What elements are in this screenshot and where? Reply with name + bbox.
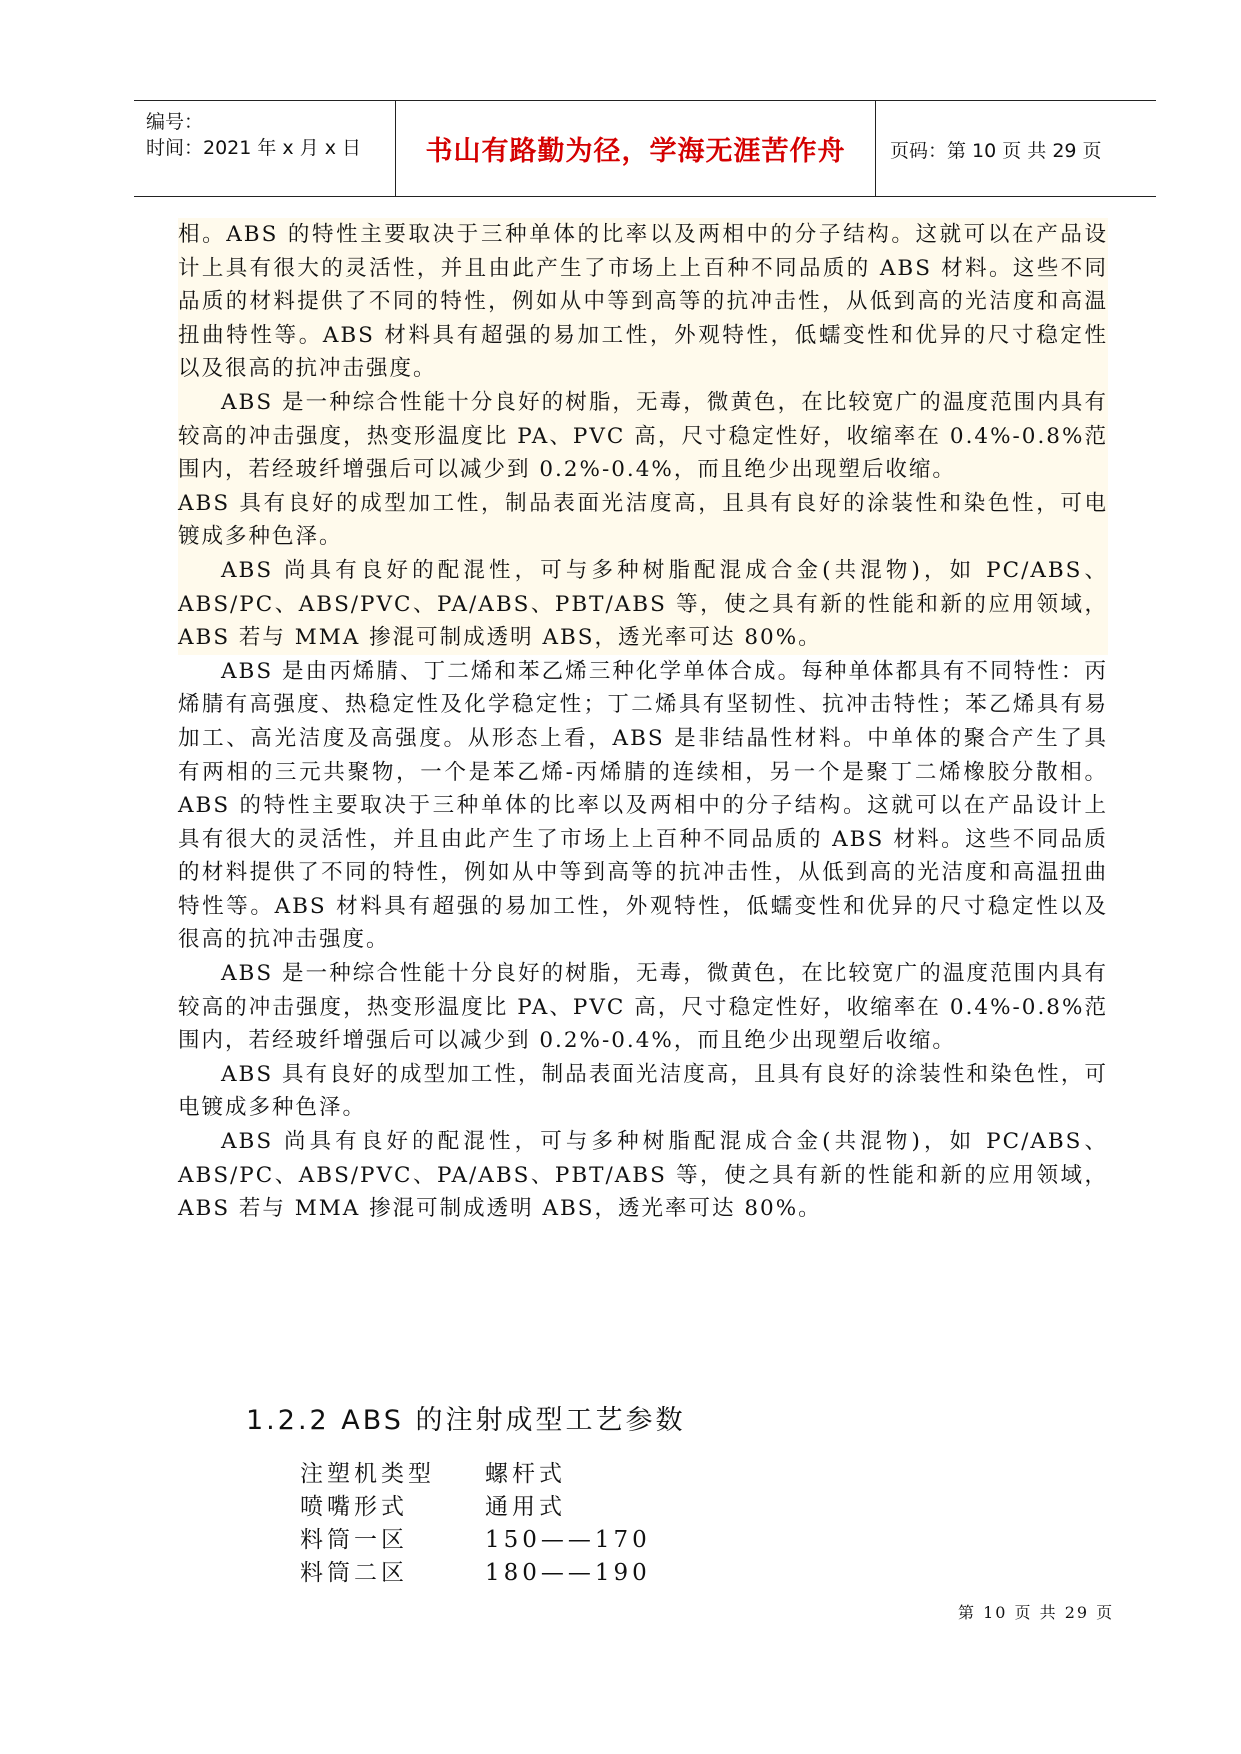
- doc-number-label: 编号：: [146, 111, 204, 133]
- page-info: 页码：第 10 页 共 29 页: [890, 140, 1102, 162]
- paragraph: ABS 具有良好的成型加工性，制品表面光洁度高，且具有良好的涂装性和染色性，可电镀成多种色泽。: [178, 487, 1108, 554]
- param-value: 180——190: [485, 1560, 651, 1586]
- paragraph: ABS 是一种综合性能十分良好的树脂，无毒，微黄色，在比较宽广的温度范围内具有较高的冲击强度，热变形温度比 PA、PVC 高，尺寸稳定性好，收缩率在 0.4%-0.8%范围内，若经玻纤增强后可以减少到 0.2%-0.4%，而且绝少出现塑后收缩。: [178, 961, 1108, 1054]
- param-name: 喷嘴形式: [300, 1494, 408, 1520]
- param-value: 通用式: [485, 1494, 566, 1520]
- page-footer: 第 10 页 共 29 页: [958, 1603, 1115, 1622]
- time-label: 时间：2021 年 x 月 x 日: [146, 137, 362, 159]
- paragraph: 相。ABS 的特性主要取决于三种单体的比率以及两相中的分子结构。这就可以在产品设计上具有很大的灵活性，并且由此产生了市场上上百种不同品质的 ABS 材料。这些不同品质的材料提供了不同的特性，例如从中等到高等的抗冲击性，从低到高的光洁度和高温扭曲特性等。ABS 材料具有超强的易加工性，外观特性，低蠕变性和优异的尺寸稳定性以及很高的抗冲击强度。: [178, 218, 1108, 386]
- header-page-cell: [876, 101, 1156, 196]
- paragraph: ABS 尚具有良好的配混性，可与多种树脂配混成合金(共混物)，如 PC/ABS、ABS/PC、ABS/PVC、PA/ABS、PBT/ABS 等，使之具有新的性能和新的应用领域，ABS 若与 MMA 掺混可制成透明 ABS，透光率可达 80%。: [178, 554, 1108, 655]
- paragraph: ABS 具有良好的成型加工性，制品表面光洁度高，且具有良好的涂装性和染色性，可电镀成多种色泽。: [178, 1061, 1108, 1121]
- param-name: 料筒二区: [300, 1560, 408, 1586]
- section-heading: 1.2.2 ABS 的注射成型工艺参数: [246, 1405, 686, 1436]
- param-value: 150——170: [485, 1527, 651, 1553]
- header-motto-cell: [396, 101, 876, 196]
- paragraph: ABS 是一种综合性能十分良好的树脂，无毒，微黄色，在比较宽广的温度范围内具有较高的冲击强度，热变形温度比 PA、PVC 高，尺寸稳定性好，收缩率在 0.4%-0.8%范围内，若经玻纤增强后可以减少到 0.2%-0.4%，而且绝少出现塑后收缩。: [178, 386, 1108, 487]
- motto-text: 书山有路勤为径，学海无涯苦作舟: [425, 136, 846, 167]
- body-text: [178, 218, 1108, 1226]
- param-name: 料筒一区: [300, 1527, 408, 1553]
- header-meta-cell: [134, 101, 396, 196]
- param-name: 注塑机类型: [300, 1461, 435, 1487]
- paragraph: ABS 尚具有良好的配混性，可与多种树脂配混成合金(共混物)，如 PC/ABS、ABS/PC、ABS/PVC、PA/ABS、PBT/ABS 等，使之具有新的性能和新的应用领域，ABS 若与 MMA 掺混可制成透明 ABS，透光率可达 80%。: [178, 1129, 1108, 1222]
- page-header: [134, 100, 1156, 197]
- param-value: 螺杆式: [485, 1461, 566, 1487]
- paragraph: ABS 是由丙烯腈、丁二烯和苯乙烯三种化学单体合成。每种单体都具有不同特性：丙烯腈有高强度、热稳定性及化学稳定性；丁二烯具有坚韧性、抗冲击特性；苯乙烯具有易加工、高光洁度及高强度。从形态上看，ABS 是非结晶性材料。中单体的聚合产生了具有两相的三元共聚物，一个是苯乙烯-丙烯腈的连续相，另一个是聚丁二烯橡胶分散相。ABS 的特性主要取决于三种单体的比率以及两相中的分子结构。这就可以在产品设计上具有很大的灵活性，并且由此产生了市场上上百种不同品质的 ABS 材料。这些不同品质的材料提供了不同的特性，例如从中等到高等的抗冲击性，从低到高的光洁度和高温扭曲特性等。ABS 材料具有超强的易加工性，外观特性，低蠕变性和优异的尺寸稳定性以及很高的抗冲击强度。: [178, 658, 1108, 953]
